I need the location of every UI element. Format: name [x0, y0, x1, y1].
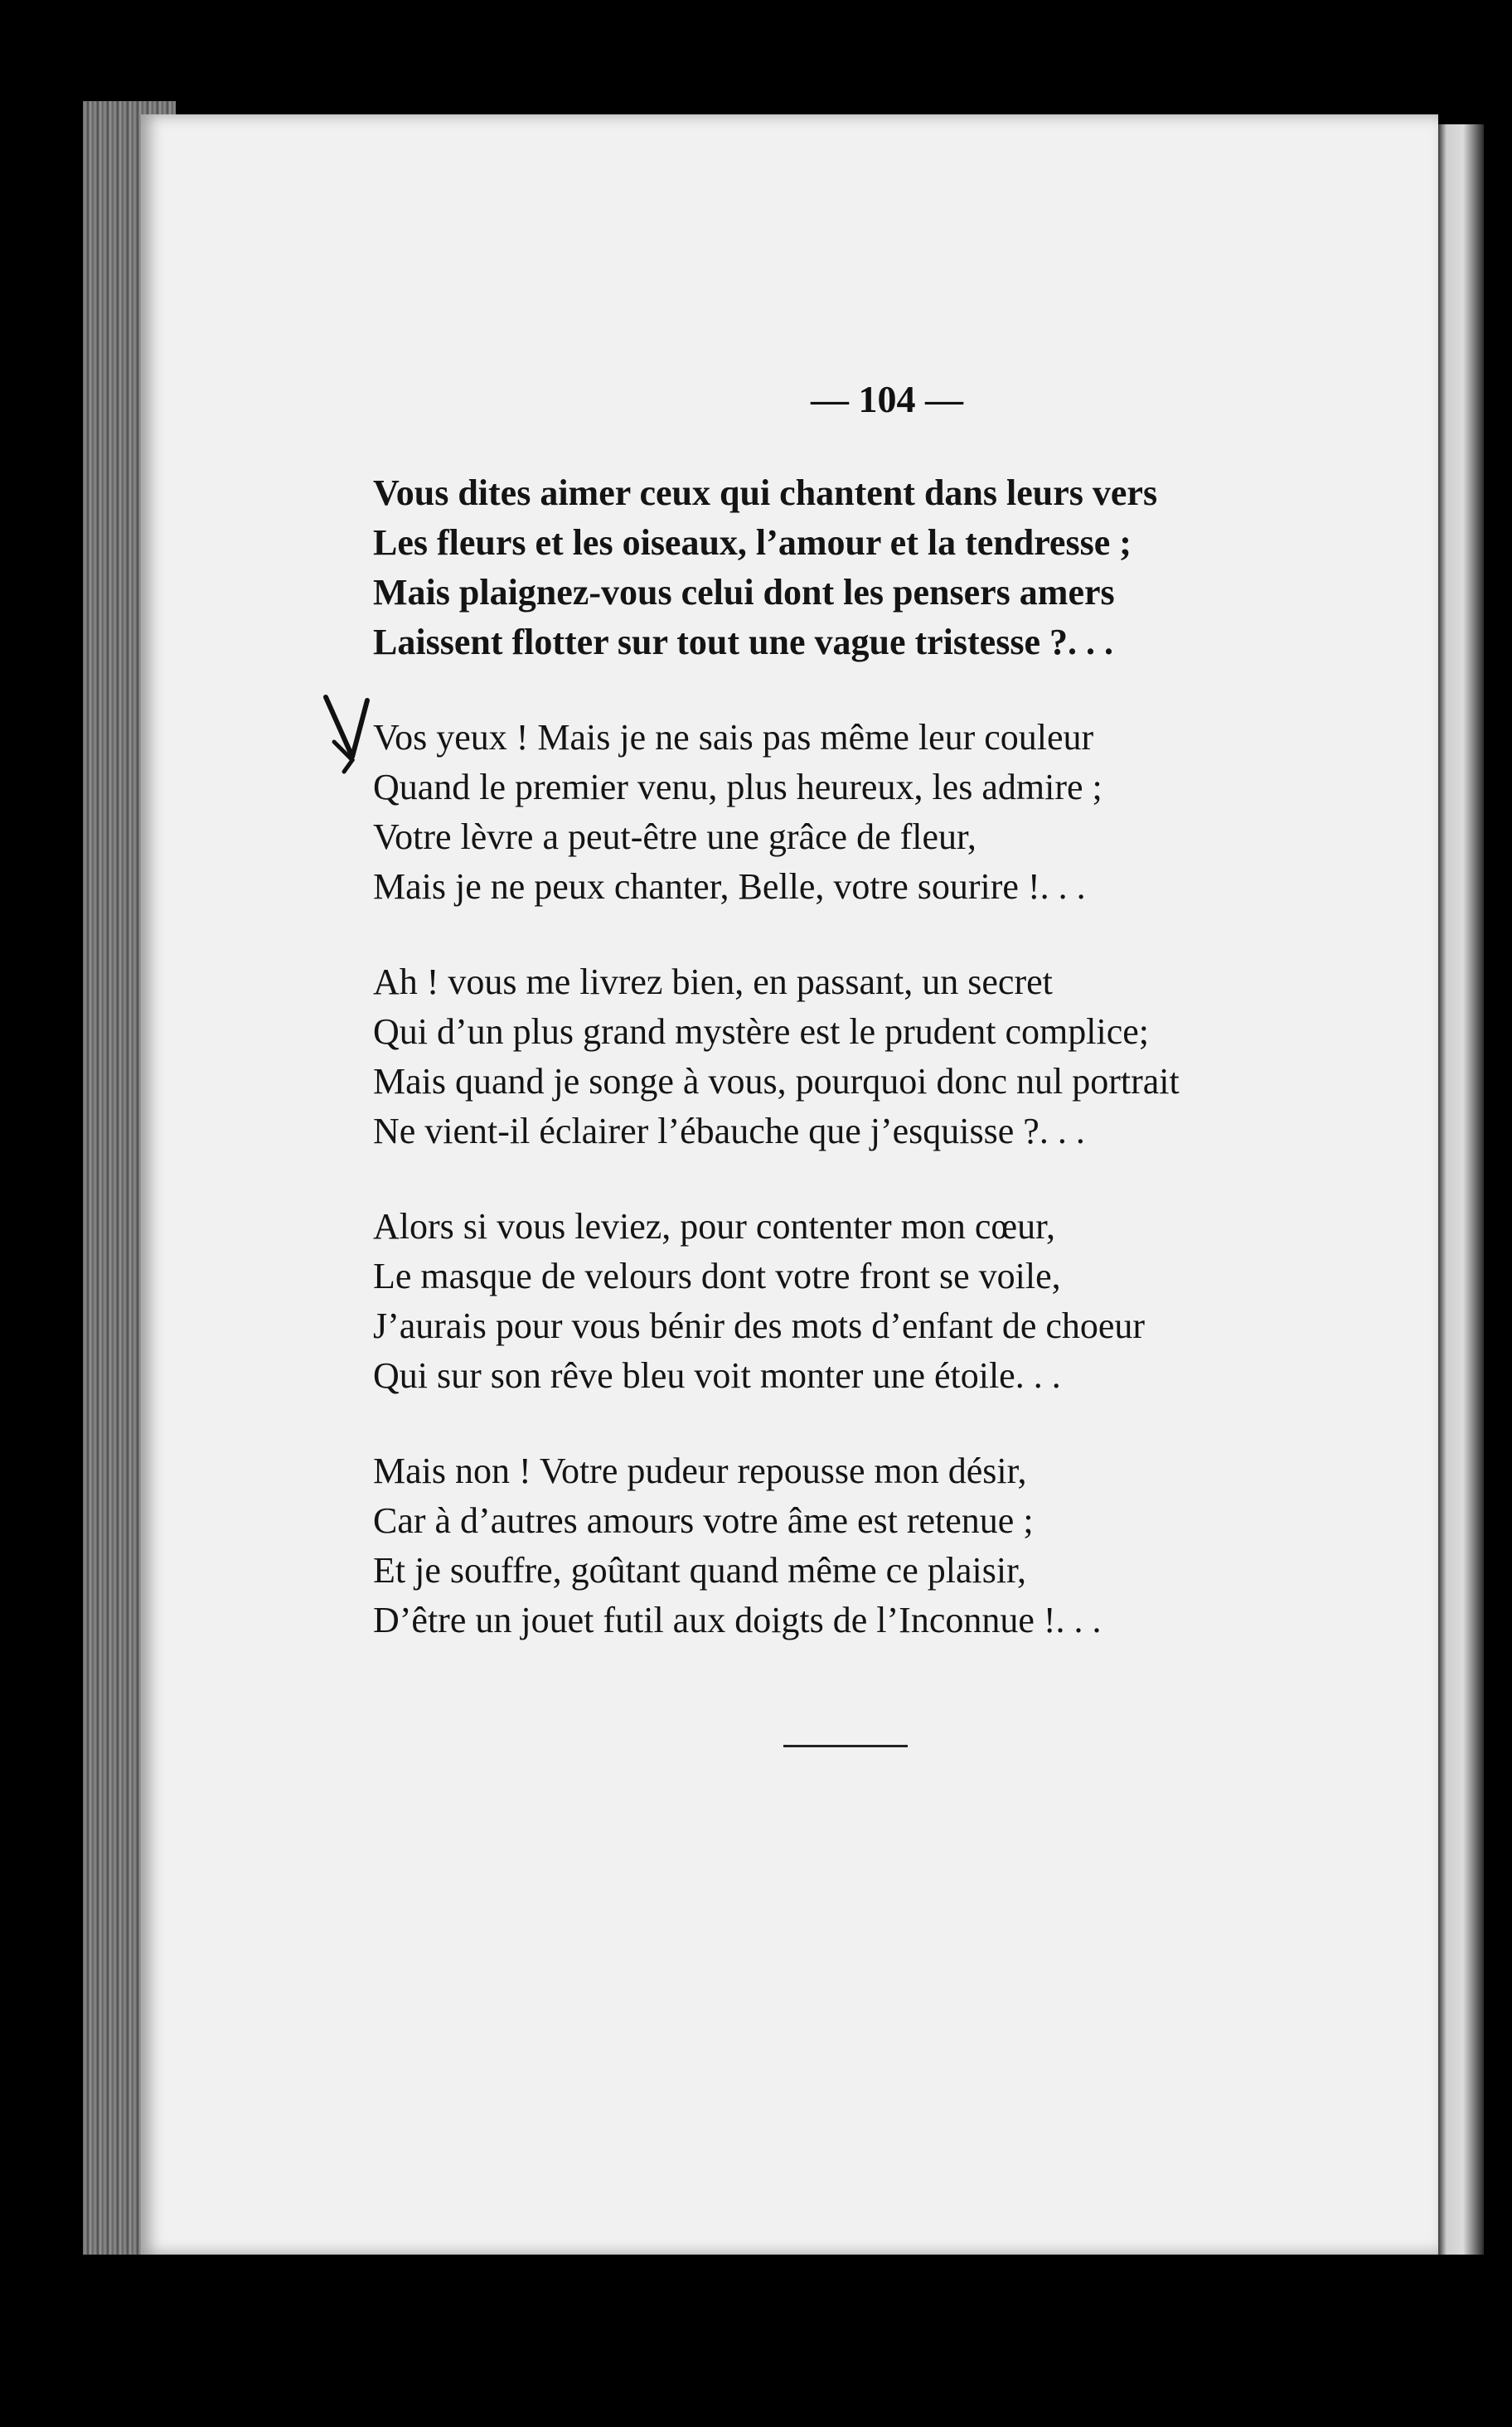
verse-line: Le masque de velours dont votre front se voile,	[373, 1256, 1061, 1296]
verse-line: Vos yeux ! Mais je ne sais pas même leur couleur	[373, 717, 1094, 758]
verse-line: Mais non ! Votre pudeur repousse mon désir,	[373, 1451, 1027, 1491]
verse-line: Laissent flotter sur tout une vague tristesse ?. . .	[373, 622, 1113, 662]
verse-line: Quand le premier venu, plus heureux, les admire ;	[373, 767, 1102, 807]
verse-line: Les fleurs et les oiseaux, l’amour et la tendresse ;	[373, 522, 1132, 563]
page-number: — 104 —	[811, 378, 963, 420]
stanza	[373, 1202, 1409, 1401]
stanza	[373, 713, 1409, 912]
verse-line: Vous dites aimer ceux qui chantent dans leurs vers	[373, 472, 1158, 513]
verse-line: Qui sur son rêve bleu voit monter une étoile. . .	[373, 1355, 1061, 1396]
verse-line: Mais plaignez-vous celui dont les pensers amers	[373, 572, 1115, 613]
facing-page-edge	[1438, 124, 1484, 2255]
verse-line: Alors si vous leviez, pour contenter mon cœur,	[373, 1206, 1056, 1247]
stanza	[373, 957, 1409, 1156]
end-rule-divider	[783, 1745, 908, 1747]
verse-line: Mais quand je songe à vous, pourquoi donc nul portrait	[373, 1061, 1180, 1102]
verse-line: Et je souffre, goûtant quand même ce plaisir,	[373, 1550, 1026, 1591]
verse-line: J’aurais pour vous bénir des mots d’enfant de choeur	[373, 1306, 1146, 1346]
poem	[373, 468, 1409, 1691]
handwritten-arrow-mark	[319, 692, 377, 783]
verse-line: D’être un jouet futil aux doigts de l’Inconnue !. . .	[373, 1600, 1102, 1640]
verse-line: Qui d’un plus grand mystère est le prudent complice;	[373, 1011, 1149, 1052]
verse-line: Mais je ne peux chanter, Belle, votre sourire !. . .	[373, 866, 1086, 907]
verse-line: Car à d’autres amours votre âme est retenue ;	[373, 1500, 1034, 1541]
verse-line: Ah ! vous me livrez bien, en passant, un secret	[373, 962, 1053, 1002]
stanza	[373, 1446, 1409, 1645]
stanza	[373, 468, 1409, 667]
verse-line: Ne vient-il éclairer l’ébauche que j’esquisse ?. . .	[373, 1111, 1085, 1151]
verse-line: Votre lèvre a peut-être une grâce de fleur,	[373, 816, 976, 857]
